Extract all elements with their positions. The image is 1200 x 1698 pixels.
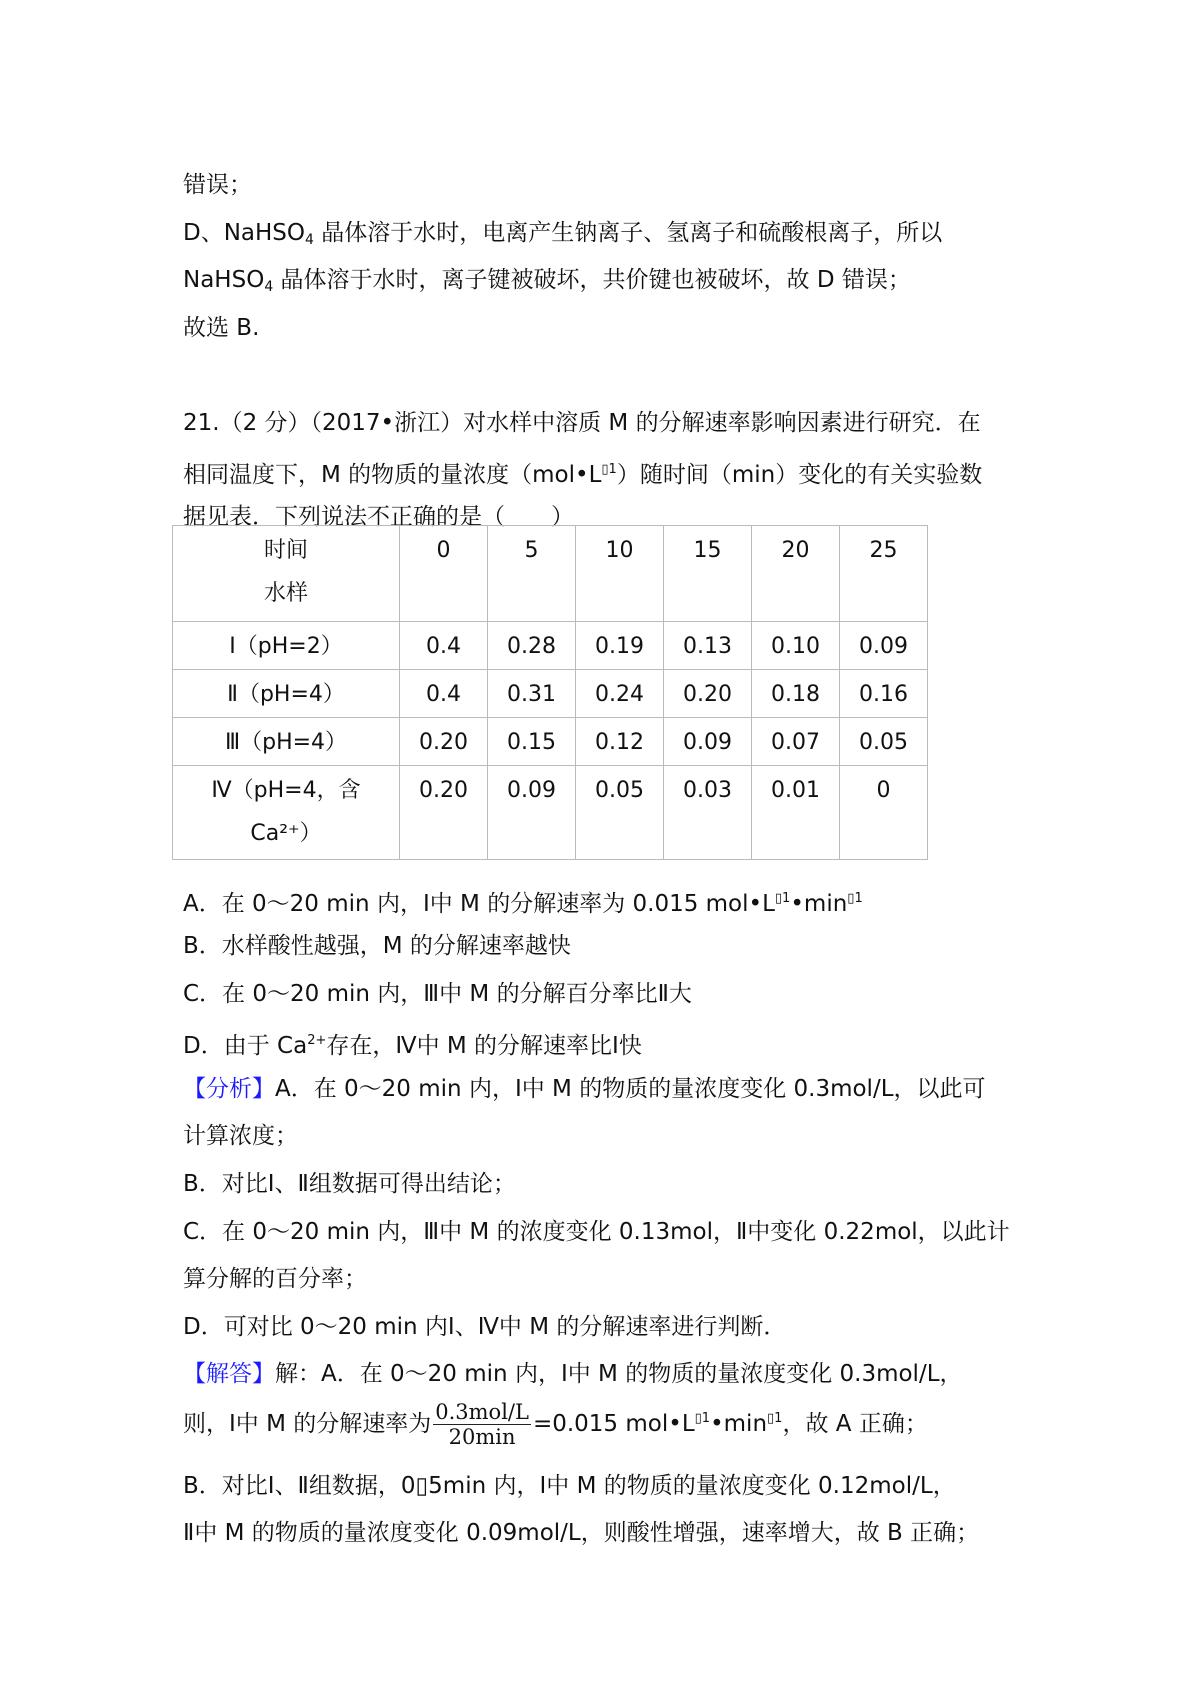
text-line bbox=[183, 1264, 367, 1294]
value-cell: 0.10 bbox=[752, 622, 840, 670]
row-label: Ⅲ（pH=4） bbox=[224, 730, 348, 755]
value-cell: 0 bbox=[840, 766, 928, 860]
row-label-cell bbox=[173, 622, 400, 670]
value-cell: 0.19 bbox=[576, 622, 664, 670]
text-run: ）随时间（min）变化的有关实验数 bbox=[616, 462, 983, 488]
text-line bbox=[183, 1026, 642, 1061]
value-cell: 0.31 bbox=[488, 670, 576, 718]
text-run: A．在 0～20 min 内，Ⅰ中 M 的分解速率为 0.015 mol•L bbox=[183, 891, 775, 917]
text-line bbox=[183, 1518, 979, 1548]
text-run: ，故 A 正确； bbox=[782, 1411, 928, 1437]
text-run: 据见表．下列说法不正确的是（ ） bbox=[183, 504, 574, 530]
value-cell: 0.15 bbox=[488, 718, 576, 766]
header-time: 0 bbox=[400, 526, 488, 622]
text-run: NaHSO bbox=[183, 267, 265, 293]
text-run: 存在，Ⅳ中 M 的分解速率比Ⅰ快 bbox=[326, 1033, 642, 1059]
text-line bbox=[183, 1121, 298, 1151]
table-row bbox=[173, 718, 928, 766]
text-run: A．在 0～20 min 内，Ⅰ中 M 的物质的量浓度变化 0.3mol/L，以此可 bbox=[275, 1076, 986, 1102]
superscript: ▯1 bbox=[847, 891, 863, 906]
table-row bbox=[173, 622, 928, 670]
text-run: =0.015 mol•L bbox=[532, 1411, 695, 1437]
value-cell: 0.03 bbox=[664, 766, 752, 860]
text-line bbox=[183, 455, 982, 490]
text-line bbox=[183, 1169, 516, 1199]
text-line bbox=[183, 931, 571, 961]
text-line bbox=[183, 313, 259, 343]
text-line bbox=[183, 884, 863, 919]
superscript: ▯1 bbox=[694, 1411, 711, 1426]
row-label-cell bbox=[173, 766, 400, 860]
text-line bbox=[183, 265, 911, 302]
text-run: 晶体溶于水时，离子键被破坏，共价键也被破坏，故 D 错误； bbox=[273, 267, 911, 293]
text-run: 相同温度下，M 的物质的量浓度（mol•L bbox=[183, 462, 602, 488]
text-run: Ⅱ中 M 的物质的量浓度变化 0.09mol/L，则酸性增强，速率增大，故 B 正确； bbox=[183, 1520, 980, 1546]
value-cell: 0.13 bbox=[664, 622, 752, 670]
superscript: ▯1 bbox=[774, 891, 791, 906]
header-time: 25 bbox=[840, 526, 928, 622]
header-sample-label: 水样 bbox=[263, 581, 308, 606]
value-cell: 0.12 bbox=[576, 718, 664, 766]
row-label-cont: Ca²⁺） bbox=[250, 821, 322, 846]
header-time: 15 bbox=[664, 526, 752, 622]
header-time-label: 时间 bbox=[263, 538, 308, 563]
text-line bbox=[183, 218, 942, 255]
text-line bbox=[183, 1400, 928, 1449]
value-cell: 0.09 bbox=[488, 766, 576, 860]
value-cell: 0.18 bbox=[752, 670, 840, 718]
text-run: B．对比Ⅰ、Ⅱ组数据，0▯5min 内，Ⅰ中 M 的物质的量浓度变化 0.12mol/L， bbox=[183, 1473, 956, 1499]
text-line bbox=[183, 1359, 963, 1389]
text-line bbox=[183, 1074, 986, 1104]
value-cell: 0.16 bbox=[840, 670, 928, 718]
value-cell: 0.05 bbox=[840, 718, 928, 766]
text-run: B．水样酸性越强，M 的分解速率越快 bbox=[183, 933, 571, 959]
text-run: 则，Ⅰ中 M 的分解速率为 bbox=[183, 1411, 432, 1437]
table-row bbox=[173, 670, 928, 718]
text-run: 算分解的百分率； bbox=[183, 1266, 367, 1292]
text-run: D、NaHSO bbox=[183, 220, 306, 246]
value-cell: 0.09 bbox=[840, 622, 928, 670]
text-run: 错误； bbox=[183, 172, 252, 198]
value-cell: 0.24 bbox=[576, 670, 664, 718]
text-line bbox=[183, 979, 692, 1009]
value-cell: 0.05 bbox=[576, 766, 664, 860]
row-label-cell bbox=[173, 718, 400, 766]
value-cell: 0.07 bbox=[752, 718, 840, 766]
superscript: ▯1 bbox=[767, 1411, 783, 1426]
section-label: 【分析】 bbox=[183, 1076, 275, 1102]
text-line bbox=[183, 1312, 786, 1342]
text-run: •min bbox=[710, 1411, 768, 1437]
value-cell: 0.28 bbox=[488, 622, 576, 670]
text-line bbox=[183, 408, 981, 438]
value-cell: 0.20 bbox=[664, 670, 752, 718]
text-run: 计算浓度； bbox=[183, 1123, 298, 1149]
data-table bbox=[172, 525, 928, 860]
text-run: 解：A．在 0～20 min 内，Ⅰ中 M 的物质的量浓度变化 0.3mol/L， bbox=[275, 1361, 963, 1387]
superscript: ▯1 bbox=[601, 462, 617, 477]
value-cell: 0.4 bbox=[400, 670, 488, 718]
row-label: Ⅰ（pH=2） bbox=[229, 634, 343, 659]
text-run: C．在 0～20 min 内，Ⅲ中 M 的浓度变化 0.13mol，Ⅱ中变化 0.22mol，以此计 bbox=[183, 1219, 1010, 1245]
subscript: 4 bbox=[305, 232, 314, 248]
header-time: 20 bbox=[752, 526, 840, 622]
text-run: D．可对比 0～20 min 内Ⅰ、Ⅳ中 M 的分解速率进行判断． bbox=[183, 1314, 787, 1340]
text-run: 故选 B. bbox=[183, 315, 260, 341]
header-time: 5 bbox=[488, 526, 576, 622]
header-cell bbox=[173, 526, 400, 622]
superscript: 2+ bbox=[307, 1033, 327, 1048]
value-cell: 0.4 bbox=[400, 622, 488, 670]
fraction-denominator: 20min bbox=[448, 1425, 516, 1449]
value-cell: 0.20 bbox=[400, 766, 488, 860]
text-line bbox=[183, 1471, 956, 1501]
text-run: D．由于 Ca bbox=[183, 1033, 308, 1059]
row-label: Ⅱ（pH=4） bbox=[227, 682, 345, 707]
value-cell: 0.01 bbox=[752, 766, 840, 860]
section-label: 【解答】 bbox=[183, 1361, 275, 1387]
value-cell: 0.20 bbox=[400, 718, 488, 766]
header-time: 10 bbox=[576, 526, 664, 622]
fraction-numerator: 0.3mol/L bbox=[435, 1400, 529, 1424]
text-run: B．对比Ⅰ、Ⅱ组数据可得出结论； bbox=[183, 1171, 516, 1197]
table-header-row bbox=[173, 526, 928, 622]
row-label: Ⅳ（pH=4，含 bbox=[211, 778, 361, 803]
text-run: 21.（2 分）（2017•浙江）对水样中溶质 M 的分解速率影响因素进行研究．在 bbox=[183, 410, 981, 436]
subscript: 4 bbox=[264, 279, 274, 295]
table-row bbox=[173, 766, 928, 860]
text-run: 晶体溶于水时，电离产生钠离子、氢离子和硫酸根离子，所以 bbox=[313, 220, 943, 246]
value-cell: 0.09 bbox=[664, 718, 752, 766]
text-run: •min bbox=[790, 891, 848, 917]
row-label-cell bbox=[173, 670, 400, 718]
text-line bbox=[183, 170, 252, 200]
text-run: C．在 0～20 min 内，Ⅲ中 M 的分解百分率比Ⅱ大 bbox=[183, 981, 692, 1007]
fraction bbox=[433, 1400, 531, 1449]
text-line bbox=[183, 1217, 1010, 1247]
